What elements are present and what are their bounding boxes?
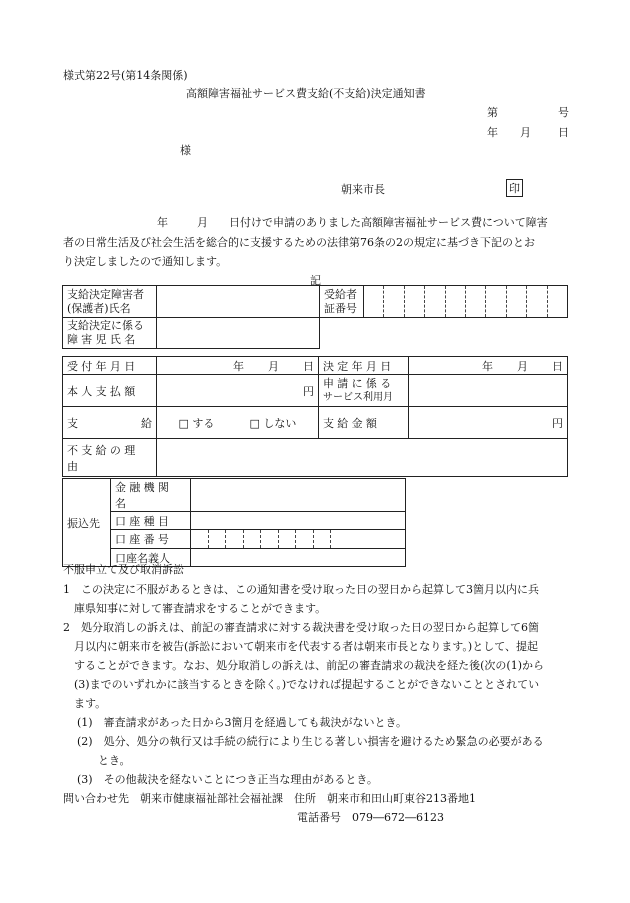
certificate-number-label: 受給者 証番号 <box>320 286 364 318</box>
received-date-value[interactable]: 年 月 日 <box>157 357 319 375</box>
decision-table <box>62 356 568 477</box>
addressee-suffix: 様 <box>180 144 191 157</box>
grant-amount-value[interactable]: 円 <box>409 407 568 439</box>
intro-month: 月 <box>197 216 208 229</box>
contact-phone: 電話番号 079―672―6123 <box>297 811 444 824</box>
appeal-item2-line5: ます。 <box>74 697 107 710</box>
recipient-name-label: 支給決定障害者 (保護者)氏名 <box>63 286 157 318</box>
appeal-item2-line1: 2 処分取消しの訴えは、前記の審査請求に対する裁決書を受け取った日の翌日から起算して6箇 <box>63 621 539 634</box>
rejection-reason-label: 不支給の理由 <box>63 439 157 477</box>
grant-yes-checkbox[interactable]: □ する <box>178 416 215 430</box>
certificate-number-value[interactable] <box>364 286 568 318</box>
form-number: 様式第22号(第14条関係) <box>63 69 188 82</box>
appeal-item2-line4: (3)までのいずれかに該当するときを除く。)でなければ提起することができないこととされてい <box>74 678 540 691</box>
document-title: 高額障害福祉サービス費支給(不支給)決定通知書 <box>186 87 426 100</box>
child-name-label: 支給決定に係る 障害児氏名 <box>63 318 157 349</box>
appeal-sub2-line1: (2) 処分、処分の執行又は手続の続行により生じる著しい損害を避けるため緊急の必要がある <box>77 735 544 748</box>
number-suffix: 号 <box>558 106 569 119</box>
transfer-table <box>62 478 406 567</box>
bank-name-value[interactable] <box>191 479 406 512</box>
transfer-label: 振込先 <box>63 479 111 567</box>
recipient-table <box>62 285 568 349</box>
account-holder-label: 口座名義人 <box>111 549 191 567</box>
ki-heading: 記 <box>310 274 321 287</box>
date-year: 年 <box>487 126 498 139</box>
grant-amount-label: 支給金額 <box>319 407 409 439</box>
appeal-heading: 不服申立て及び取消訴訟 <box>63 563 184 576</box>
appeal-sub1: (1) 審査請求があった日から3箇月を経過しても裁決がないとき。 <box>77 716 408 729</box>
appeal-item2-line2: 月以内に朝来市を被告(訴訟において朝来市を代表する者は朝来市長となります。)として、提起 <box>74 640 538 653</box>
contact-line1: 問い合わせ先 朝来市健康福祉部社会福祉課 住所 朝来市和田山町東谷213番地1 <box>63 792 476 805</box>
received-date-label: 受付年月日 <box>63 357 157 375</box>
grant-label: 支 給 <box>63 407 157 439</box>
intro-text-line1: 日付けで申請のありました高額障害福祉サービス費について障害 <box>229 216 548 229</box>
decision-date-value[interactable]: 年 月 日 <box>409 357 568 375</box>
intro-year: 年 <box>157 216 168 229</box>
intro-text-line3: り決定しましたので通知します。 <box>63 255 228 268</box>
account-number-value[interactable] <box>191 530 406 549</box>
grant-no-checkbox[interactable]: □ しない <box>249 416 297 430</box>
appeal-item1-line1: 1 この決定に不服があるときは、この通知書を受け取った日の翌日から起算して3箇月以内に兵 <box>63 583 539 596</box>
rejection-reason-value[interactable] <box>157 439 568 477</box>
account-type-value[interactable] <box>191 512 406 530</box>
account-holder-value[interactable] <box>191 549 406 567</box>
grant-choice[interactable] <box>157 407 319 439</box>
appeal-sub2-line2: とき。 <box>98 754 131 767</box>
appeal-item1-line2: 庫県知事に対して審査請求をすることができます。 <box>74 602 327 615</box>
date-day: 日 <box>558 126 569 139</box>
service-month-label: 申請に係る サービス利用月 <box>319 375 409 407</box>
account-type-label: 口座種目 <box>111 512 191 530</box>
recipient-name-value[interactable] <box>157 286 320 318</box>
self-pay-label: 本人支払額 <box>63 375 157 407</box>
number-prefix: 第 <box>487 106 498 119</box>
bank-name-label: 金融機関名 <box>111 479 191 512</box>
issuer-name: 朝来市長 <box>341 183 385 196</box>
self-pay-value[interactable]: 円 <box>157 375 319 407</box>
child-name-value[interactable] <box>157 318 320 349</box>
seal-mark: 印 <box>506 179 523 197</box>
service-month-value[interactable] <box>409 375 568 407</box>
account-number-label: 口座番号 <box>111 530 191 549</box>
date-month: 月 <box>520 126 531 139</box>
appeal-sub3: (3) その他裁決を経ないことにつき正当な理由があるとき。 <box>77 773 378 786</box>
intro-text-line2: 者の日常生活及び社会生活を総合的に支援するための法律第76条の2の規定に基づき下記のとお <box>63 236 535 249</box>
appeal-item2-line3: することができます。なお、処分取消しの訴えは、前記の審査請求の裁決を経た後(次の(1)から <box>74 659 544 672</box>
decision-date-label: 決定年月日 <box>319 357 409 375</box>
